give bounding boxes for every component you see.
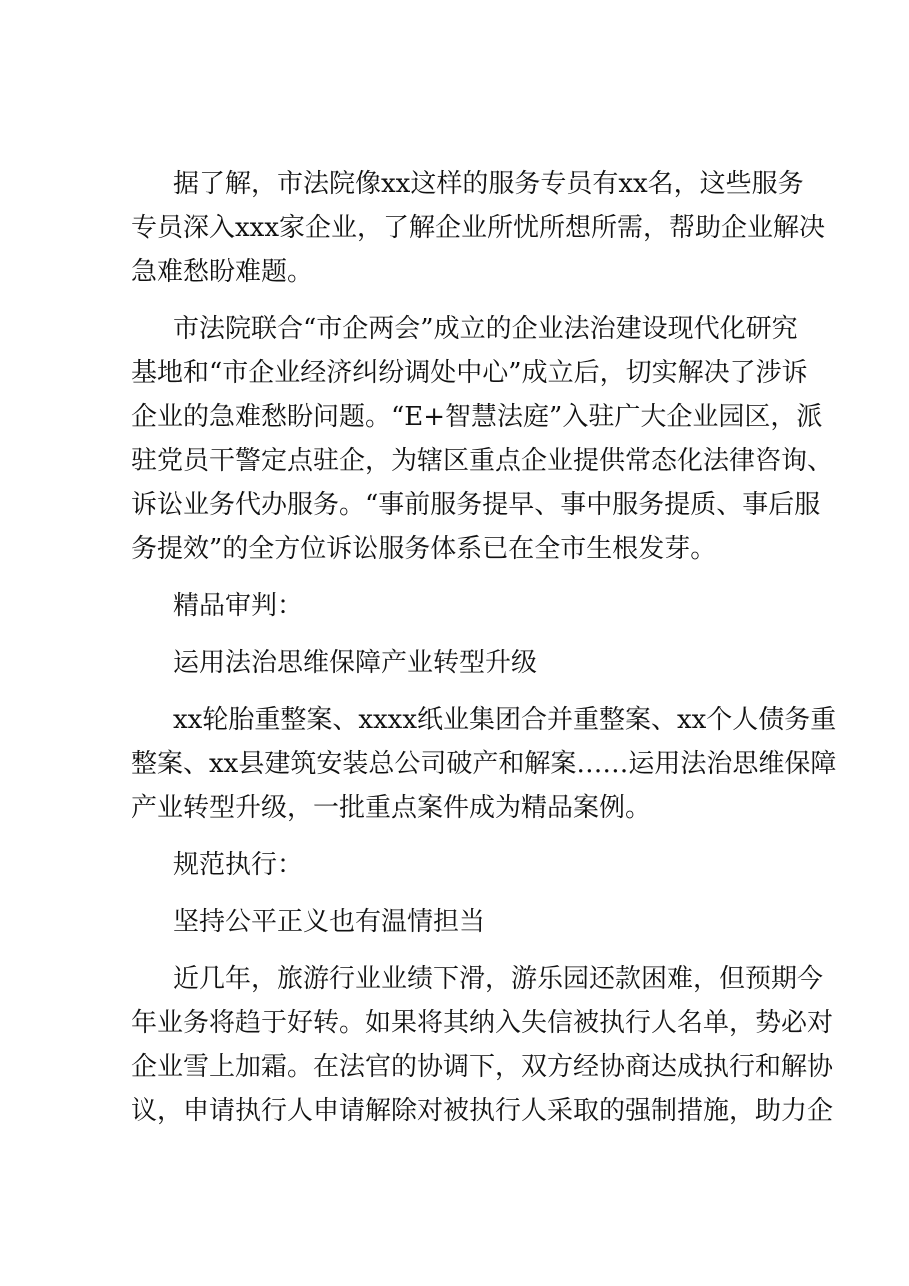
- section-heading-standard-execution: 规范执行：: [173, 850, 304, 880]
- paragraph-2-line-1: 市法院联合“市企两会”成立的企业法治建设现代化研究: [173, 314, 798, 344]
- paragraph-4-line-1: 近几年，旅游行业业绩下滑，游乐园还款困难，但预期今: [173, 964, 824, 994]
- paragraph-3-line-1: xx轮胎重整案、xxxx纸业集团合并重整案、xx个人债务重: [173, 705, 837, 735]
- paragraph-2-line-2: 基地和“市企业经济纠纷调处中心”成立后，切实解决了涉诉: [131, 358, 808, 388]
- section-subheading-fairness: 坚持公平正义也有温情担当: [173, 907, 486, 937]
- paragraph-1-line-2: 专员深入xxx家企业，了解企业所忧所想所需，帮助企业解决: [131, 213, 825, 243]
- paragraph-3-line-3: 产业转型升级，一批重点案件成为精品案例。: [131, 793, 652, 823]
- paragraph-4-line-3: 企业雪上加霜。在法官的协调下，双方经协商达成执行和解协: [131, 1052, 834, 1082]
- paragraph-1-line-3: 急难愁盼难题。: [131, 257, 314, 287]
- paragraph-2-line-6: 务提效”的全方位诉讼服务体系已在全市生根发芽。: [131, 534, 717, 564]
- paragraph-1-line-1: 据了解，市法院像xx这样的服务专员有xx名，这些服务: [173, 169, 804, 199]
- section-subheading-rule-of-law: 运用法治思维保障产业转型升级: [173, 648, 538, 678]
- paragraph-4-line-4: 议，申请执行人申请解除对被执行人采取的强制措施，助力企: [131, 1096, 834, 1126]
- paragraph-4-line-2: 年业务将趋于好转。如果将其纳入失信被执行人名单，势必对: [131, 1008, 834, 1038]
- section-heading-quality-trial: 精品审判：: [173, 591, 304, 621]
- paragraph-2-line-4: 驻党员干警定点驻企，为辖区重点企业提供常态化法律咨询、: [131, 446, 834, 476]
- paragraph-3-line-2: 整案、xx县建筑安装总公司破产和解案……运用法治思维保障: [131, 749, 837, 779]
- paragraph-2-line-3: 企业的急难愁盼问题。“E+智慧法庭”入驻广大企业园区，派: [131, 402, 823, 432]
- paragraph-2-line-5: 诉讼业务代办服务。“事前服务提早、事中服务提质、事后服: [131, 490, 821, 520]
